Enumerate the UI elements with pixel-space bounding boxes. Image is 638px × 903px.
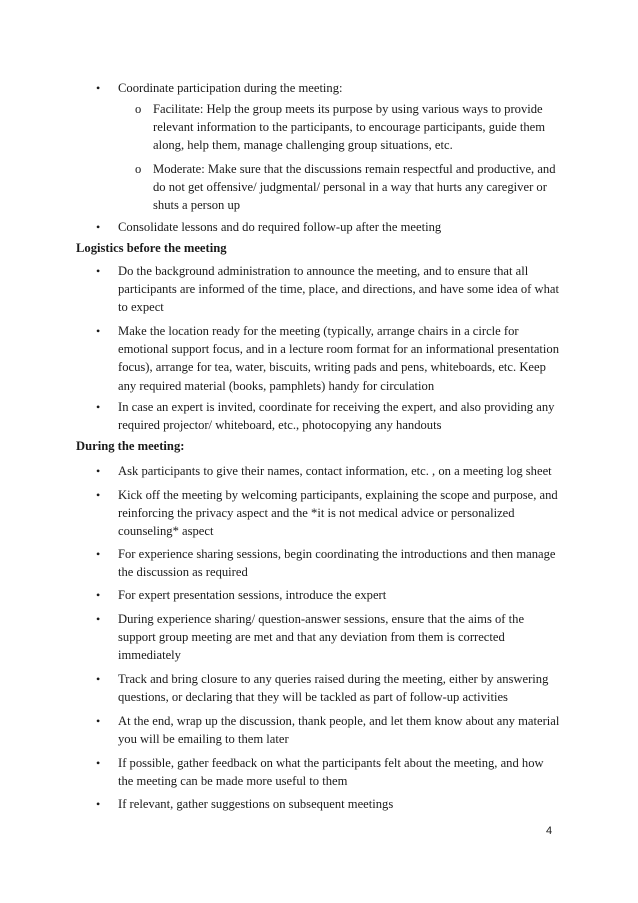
list-item-text: Do the background administration to announce the meeting, and to ensure that all participants are informed of the time, place, and directions, and have some idea of what to expect (118, 264, 559, 315)
list-item-text: For experience sharing sessions, begin coordinating the introductions and then manage the discussion as required (118, 547, 556, 580)
list-item-text: For expert presentation sessions, introduce the expert (118, 588, 387, 602)
list-item-text: Track and bring closure to any queries raised during the meeting, either by answering questions, or declaring that they will be tackled as part of follow-up activities (118, 672, 549, 705)
bullet-icon: • (96, 488, 101, 502)
list-item-text: If relevant, gather suggestions on subsequent meetings (118, 797, 394, 811)
bullet-icon: • (96, 612, 101, 626)
list-item-text: At the end, wrap up the discussion, thank people, and let them know about any material you will be emailing to them later (118, 714, 560, 747)
bullet-icon: • (96, 547, 101, 561)
bullet-icon: • (96, 797, 101, 811)
bullet-icon: • (96, 464, 101, 478)
bullet-icon: • (96, 220, 101, 234)
section-heading: Logistics before the meeting (76, 241, 227, 255)
list-item-text: During experience sharing/ question-answer sessions, ensure that the aims of the support group meeting are met and that any deviation from them is corrected immediately (118, 612, 525, 663)
bullet-icon: • (96, 672, 101, 686)
list-item-text: Make the location ready for the meeting (typically, arrange chairs in a circle for emotional support focus, and in a lecture room format for an informational presentation focus), arrange for tea, water, biscuits, writing pads and pens, whiteboards, etc. Keep any required material (books, pamphlets) handy for circulation (118, 324, 559, 393)
sub-list-item-text: Moderate: Make sure that the discussions remain respectful and productive, and do not get offensive/ judgmental/ personal in a way that hurts any caregiver or shuts a person up (153, 162, 556, 213)
list-item-text: Consolidate lessons and do required follow-up after the meeting (118, 220, 442, 234)
bullet-icon: • (96, 324, 101, 338)
list-item-text: In case an expert is invited, coordinate for receiving the expert, and also providing any required projector/ whiteboard, etc., photocopying any handouts (118, 400, 555, 433)
section-heading: During the meeting: (76, 439, 185, 453)
sub-bullet-icon: o (135, 162, 142, 176)
sub-list-item-text: Facilitate: Help the group meets its purpose by using various ways to provide relevant information to the participants, to encourage participants, guide them along, help them, manage challenging group situations, etc. (153, 102, 546, 153)
sub-bullet-icon: o (135, 102, 142, 116)
bullet-icon: • (96, 400, 101, 414)
bullet-icon: • (96, 81, 101, 95)
page-number: 4 (546, 825, 553, 837)
bullet-icon: • (96, 264, 101, 278)
list-item-text: Coordinate participation during the meeting: (118, 81, 343, 95)
bullet-icon: • (96, 588, 101, 602)
bullet-icon: • (96, 756, 101, 770)
bullet-icon: • (96, 714, 101, 728)
list-item-text: Ask participants to give their names, contact information, etc. , on a meeting log sheet (118, 464, 552, 478)
list-item-text: Kick off the meeting by welcoming participants, explaining the scope and purpose, and reinforcing the privacy aspect and the *it is not medical advice or personalized counseling* aspect (118, 488, 558, 539)
list-item-text: If possible, gather feedback on what the participants felt about the meeting, and how the meeting can be made more useful to them (118, 756, 544, 789)
